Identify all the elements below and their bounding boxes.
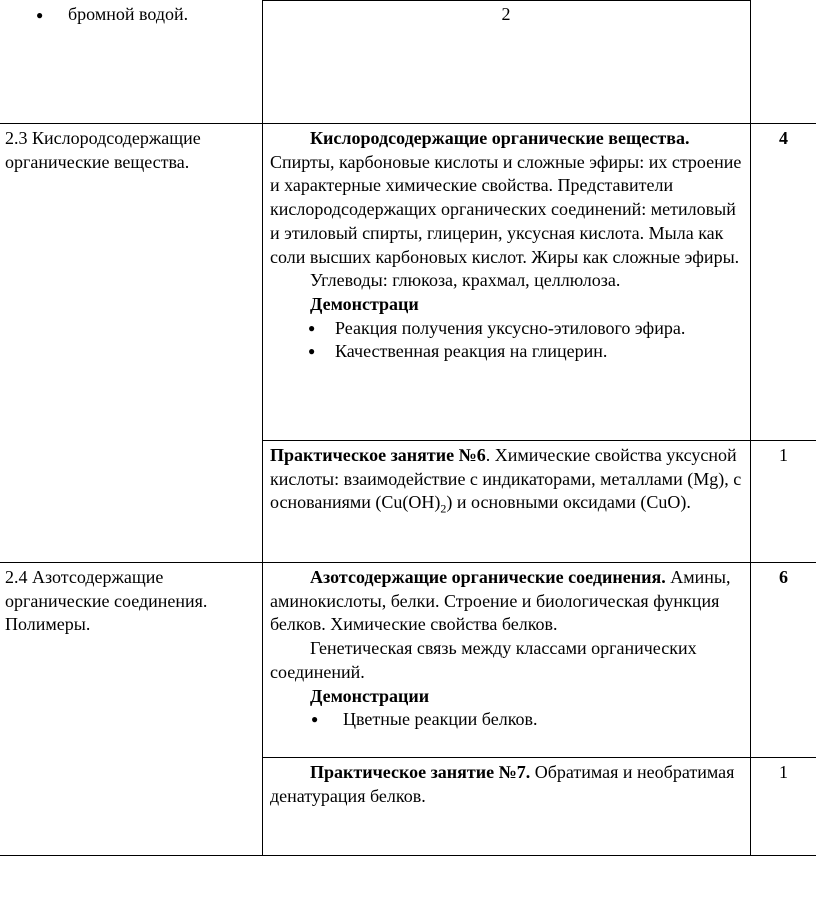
demo-item-text: Реакция получения уксусно-этилового эфира.: [335, 317, 686, 338]
table-border-left-col: [262, 0, 263, 856]
demo-list: [270, 317, 746, 364]
section-text: Амины, аминокислоты, белки. Строение и биологическая функция белков. Химические свойства белков.: [270, 567, 731, 635]
subscript: 2: [440, 502, 447, 516]
row4-content-cell: [270, 566, 746, 732]
demo-heading: Демонстрации: [310, 685, 430, 706]
bullet-icon: ●: [36, 8, 44, 22]
section-text: Спирты, карбоновые кислоты и сложные эфиры: их строение и характерные химические свойства. Представители кислородсодержащих органических соединений: метиловый и этиловый спирты, глицерин, уксусная кислота. Мыла как соли высших карбоновых кислот. Жиры как сложные эфиры.: [270, 151, 742, 267]
demo-item-text: Цветные реакции белков.: [343, 709, 538, 730]
table-row-divider: [0, 562, 816, 563]
carbs-line: Углеводы: глюкоза, крахмал, целлюлоза.: [310, 270, 621, 291]
row5-content-cell: [270, 761, 746, 808]
table-row-divider: [262, 440, 816, 441]
content-paragraph: [270, 127, 746, 269]
table-row-divider: [262, 757, 816, 758]
topic-title: 2.4 Азотсодержащие органические соединения. Полимеры.: [5, 567, 208, 635]
bullet-icon: ●: [308, 320, 316, 335]
row3-content-cell: [270, 444, 746, 522]
row2-hours-cell: [751, 127, 816, 151]
demo-heading: Демонстраци: [310, 293, 419, 314]
practice-title: Практическое занятие №7.: [310, 762, 531, 782]
table-border-bottom: [0, 855, 816, 856]
practice-text: Обратимая и необратимая денатурация белков.: [270, 762, 735, 806]
list-item: [270, 340, 746, 364]
bullet-icon: ●: [311, 712, 319, 727]
practice-paragraph: [270, 761, 746, 808]
hours-value: 4: [779, 128, 788, 148]
row4-topic-cell: [5, 566, 257, 637]
practice-text: . Химические свойства уксусной кислоты: взаимодействие с индикаторами, металлами (Mg), с основаниями (Cu(OH): [270, 445, 742, 513]
genetic-line: Генетическая связь между классами органических соединений.: [270, 638, 697, 682]
row1-value: 2: [501, 4, 511, 24]
section-heading: Кислородсодержащие органические вещества.: [310, 128, 690, 148]
content-paragraph: [270, 566, 746, 637]
topic-title: 2.3 Кислородсодержащие органические вещества.: [5, 128, 201, 172]
practice-tail: ) и основными оксидами (CuO).: [446, 492, 691, 513]
bullet-text: бромной водой.: [68, 4, 189, 24]
hours-value: 1: [779, 445, 788, 465]
demo-item-text: Качественная реакция на глицерин.: [335, 341, 608, 362]
row2-topic-cell: [5, 127, 257, 174]
bullet-icon: ●: [308, 344, 316, 359]
table-row-divider: [0, 123, 816, 124]
section-heading: Азотсодержащие органические соединения.: [310, 567, 666, 587]
hours-value: 6: [779, 567, 788, 587]
table-border-top: [262, 0, 751, 1]
demo-list: [270, 708, 746, 732]
practice-paragraph: [270, 444, 746, 522]
row1-middle-cell: [262, 3, 750, 27]
hours-value: 1: [779, 762, 788, 782]
list-item: [270, 317, 746, 341]
row3-hours-cell: [751, 444, 816, 468]
row2-content-cell: [270, 127, 746, 364]
practice-title: Практическое занятие №6: [270, 445, 486, 465]
row4-hours-cell: [751, 566, 816, 590]
list-item: [270, 708, 746, 732]
row5-hours-cell: [751, 761, 816, 785]
